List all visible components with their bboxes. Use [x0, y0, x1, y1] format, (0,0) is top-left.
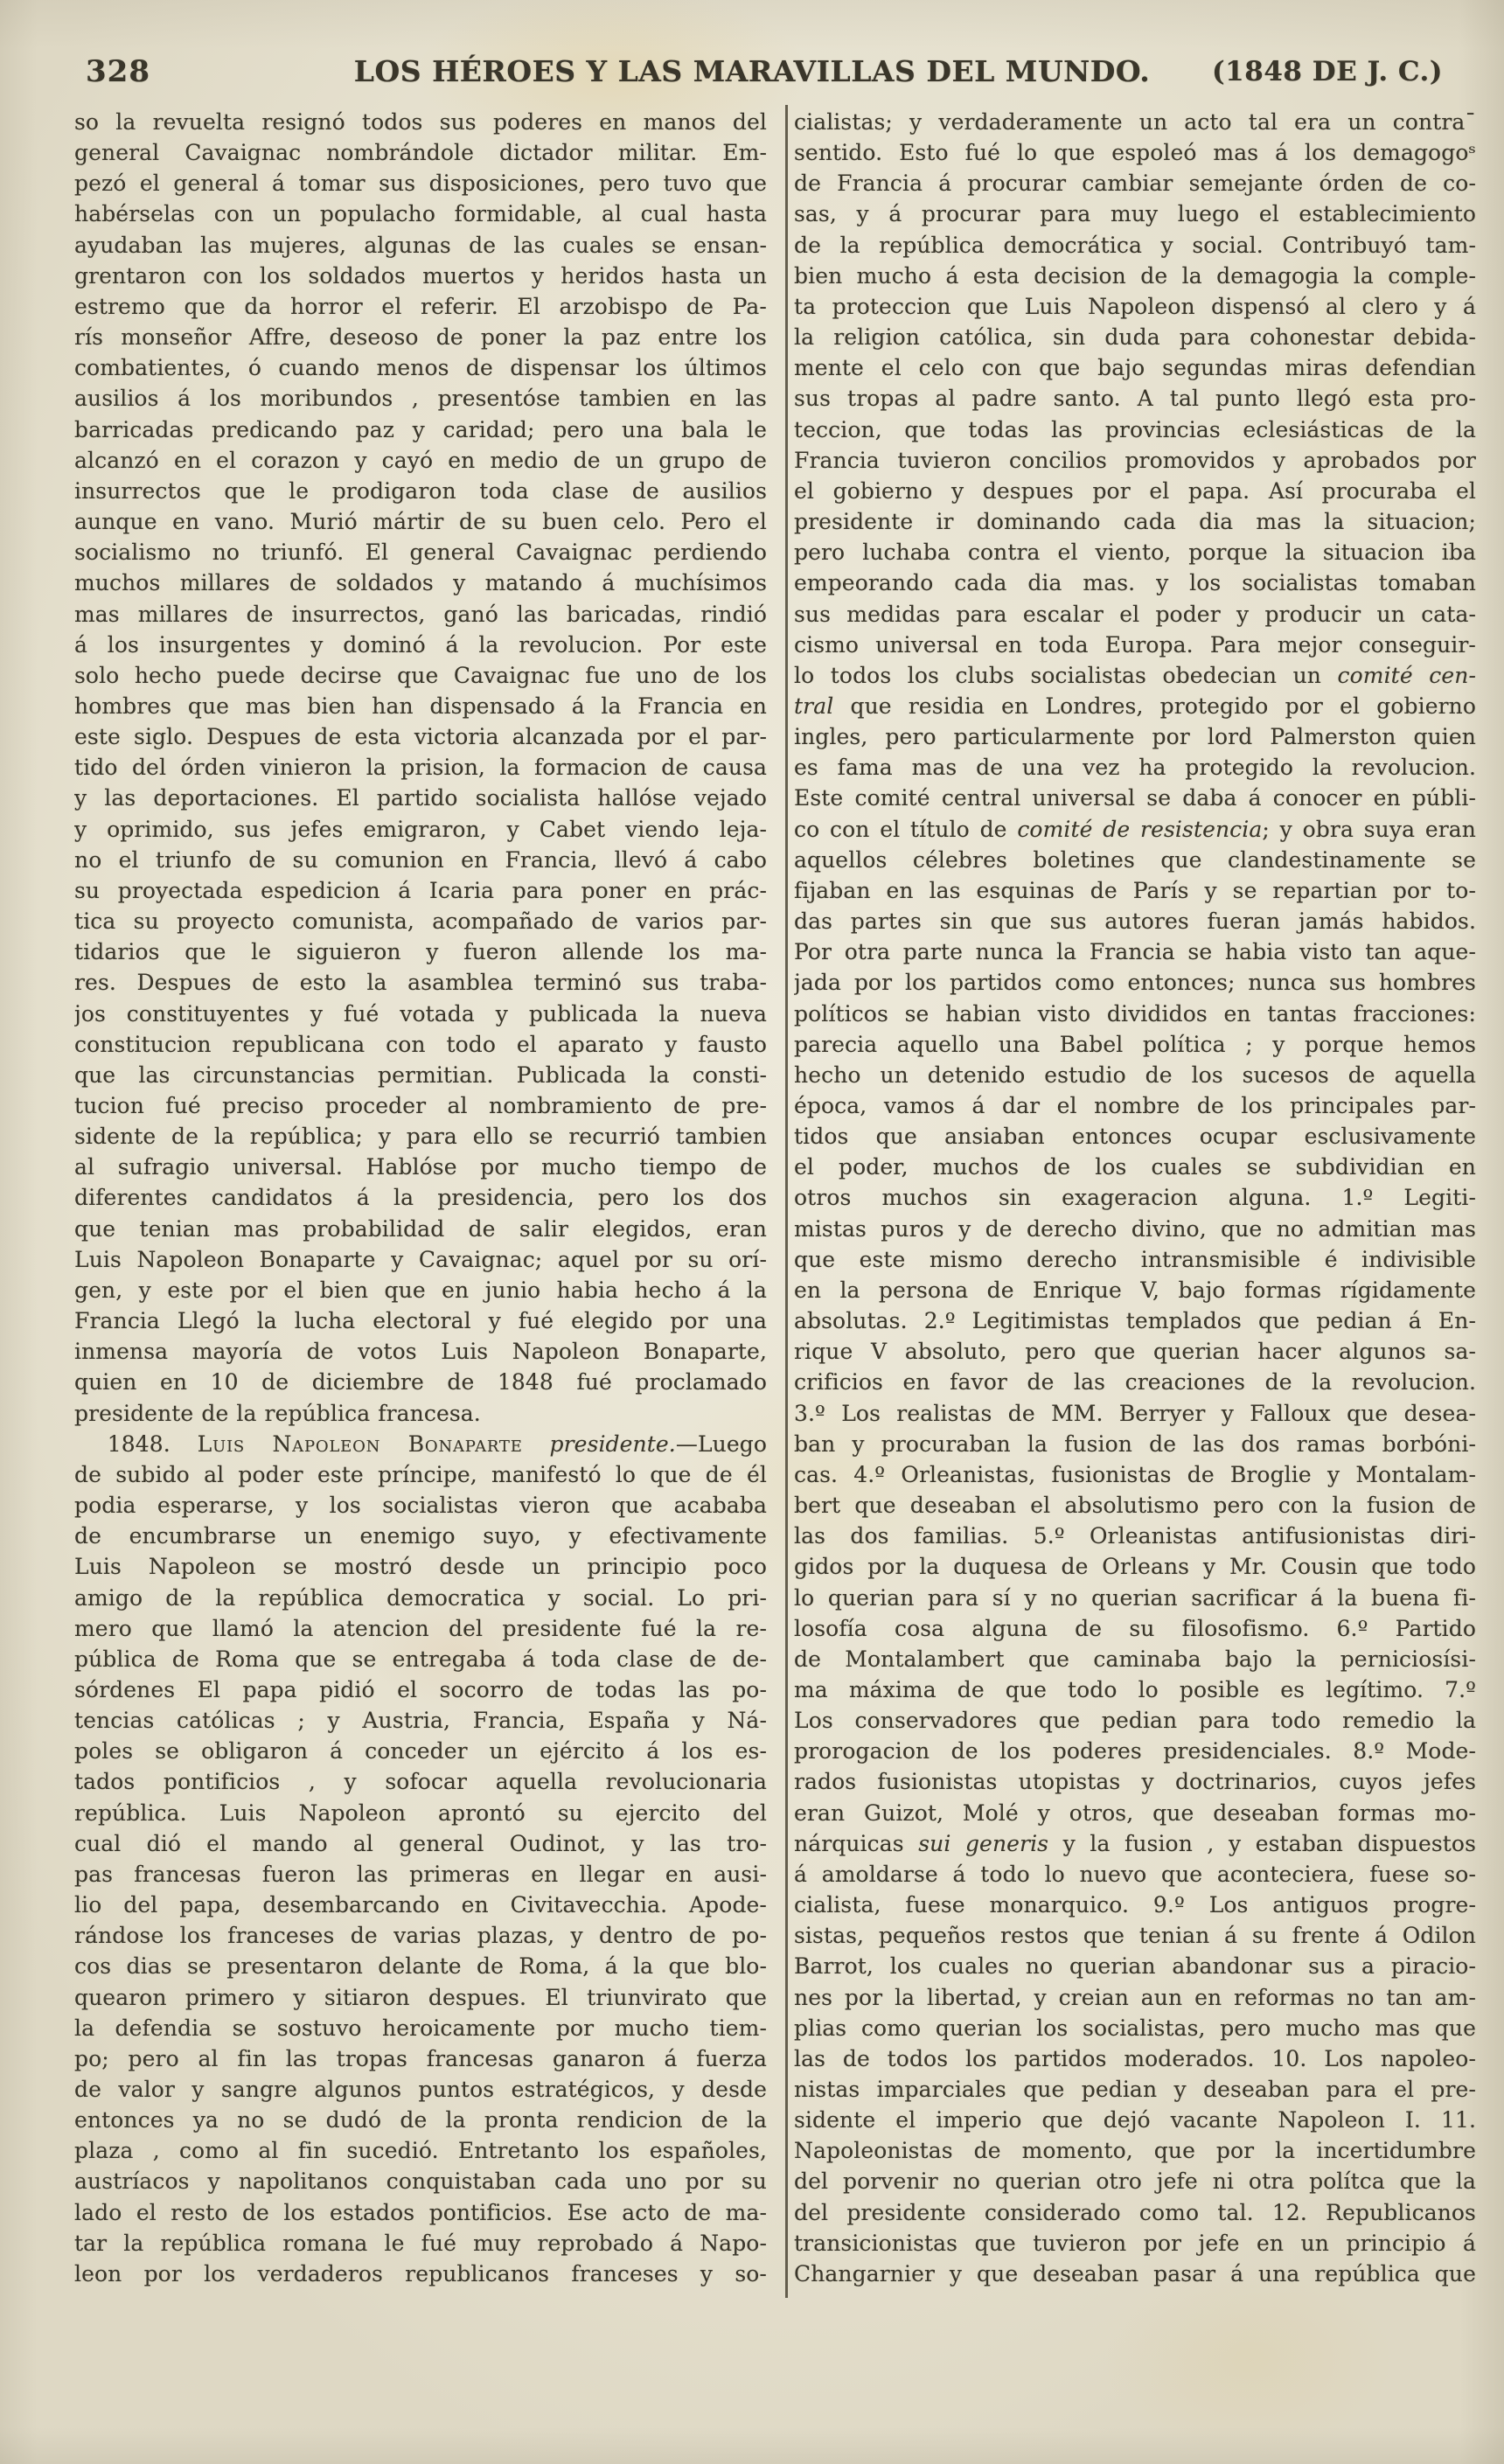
text-line: no el triunfo de su comunion en Francia, llevó á cabo — [74, 846, 767, 873]
text-line: entonces ya no se dudó de la pronta rendicion de la — [74, 2107, 767, 2133]
text-line: so la revuelta resignó todos sus poderes en manos del — [74, 109, 767, 135]
text-line: res. Despues de esto la asamblea terminó sus traba- — [74, 970, 767, 996]
text-line: poles se obligaron á conceder un ejército á los es- — [74, 1738, 767, 1764]
text-line: amigo de la república democratica y social. Lo pri- — [74, 1584, 767, 1611]
text-line: que las circunstancias permitian. Publicada la consti- — [74, 1061, 767, 1088]
text-line: teccion, que todas las provincias eclesiásticas de la — [794, 416, 1476, 442]
text-line: combatientes, ó cuando menos de dispensar los últimos — [74, 355, 767, 381]
text-line: y oprimido, sus jefes emigraron, y Cabet viendo leja- — [74, 816, 767, 842]
text-line: á los insurgentes y dominó á la revolucion. Por este — [74, 631, 767, 658]
text-line: tidarios que le siguieron y fueron allende los ma- — [74, 939, 767, 965]
text-line: sistas, pequeños restos que tenian á su frente á Odilon — [794, 1923, 1476, 1949]
text-line: ayudaban las mujeres, algunas de las cuales se ensan- — [74, 232, 767, 258]
text-line: las de todos los partidos moderados. 10. Los napoleo- — [794, 2045, 1476, 2071]
text-line: nistas imparciales que pedian y deseaban para el pre- — [794, 2077, 1476, 2102]
text-line: sidente de la república; y para ello se recurrió tambien — [74, 1124, 767, 1150]
text-line: cas. 4.º Orleanistas, fusionistas de Broglie y Montalam- — [794, 1461, 1476, 1487]
text-line: bien mucho á esta decision de la demagogia la comple- — [794, 262, 1476, 289]
text-line: tar la república romana le fué muy reprobado á Napo- — [74, 2230, 767, 2256]
column-divider — [785, 105, 788, 2298]
text-line: hecho un detenido estudio de los sucesos de aquella — [794, 1061, 1476, 1088]
text-line: empeorando cada dia mas. y los socialistas tomaban — [794, 570, 1476, 596]
text-line: 1848. Luis Napoleon Bonaparte presidente.—Luego — [74, 1430, 767, 1457]
text-line: po; pero al fin las tropas francesas ganaron á fuerza — [74, 2045, 767, 2071]
text-line: lo todos los clubs socialistas obedecian un comité cen- — [794, 662, 1476, 688]
text-line: cialista, fuese monarquico. 9.º Los antiguos progre- — [794, 1892, 1476, 1918]
text-line: mero que llamó la atencion del presidente fué la re- — [74, 1615, 767, 1641]
text-line: constitucion republicana con todo el aparato y fausto — [74, 1031, 767, 1057]
text-line: absolutas. 2.º Legitimistas templados que pedian á En- — [794, 1308, 1476, 1334]
text-line: y las deportaciones. El partido socialista hallóse vejado — [74, 785, 767, 811]
left-column — [74, 107, 767, 2289]
text-line: eran Guizot, Molé y otros, que deseaban formas mo- — [794, 1799, 1476, 1826]
text-line: jada por los partidos como entonces; nunca sus hombres — [794, 970, 1476, 996]
text-line: lo querian para sí y no querian sacrificar á la buena fi- — [794, 1584, 1476, 1611]
text-line: muchos millares de soldados y matando á muchísimos — [74, 570, 767, 596]
text-line: habérselas con un populacho formidable, al cual hasta — [74, 201, 767, 227]
text-line: Barrot, los cuales no querian abandonar sus a piracio- — [794, 1953, 1476, 1980]
text-line: Los conservadores que pedian para todo remedio la — [794, 1708, 1476, 1734]
text-line: el poder, muchos de los cuales se subdividian en — [794, 1154, 1476, 1180]
text-line: la religion católica, sin duda para cohonestar debida- — [794, 324, 1476, 351]
text-line: rándose los franceses de varias plazas, y dentro de po- — [74, 1923, 767, 1949]
text-line: su proyectada espedicion á Icaria para poner en prác- — [74, 877, 767, 903]
text-line: mistas puros y de derecho divino, que no admitian mas — [794, 1215, 1476, 1242]
text-line: de la república democrática y social. Contribuyó tam- — [794, 232, 1476, 258]
text-line: sidente el imperio que dejó vacante Napoleon I. 11. — [794, 2107, 1476, 2133]
text-line: tica su proyecto comunista, acompañado de varios par- — [74, 908, 767, 935]
text-line: pas francesas fueron las primeras en llegar en ausi- — [74, 1861, 767, 1887]
text-line: barricadas predicando paz y caridad; pero una bala le — [74, 416, 767, 442]
text-line: cual dió el mando al general Oudinot, y las tro- — [74, 1830, 767, 1856]
text-line: tencias católicas ; y Austria, Francia, España y Ná- — [74, 1708, 767, 1734]
text-line: quearon primero y sitiaron despues. El triunvirato que — [74, 1984, 767, 2010]
text-line: mente el celo con que bajo segundas miras defendian — [794, 355, 1476, 381]
text-line: insurrectos que le prodigaron toda clase de ausilios — [74, 477, 767, 504]
text-line: diferentes candidatos á la presidencia, pero los dos — [74, 1185, 767, 1211]
text-line: las dos familias. 5.º Orleanistas antifusionistas diri- — [794, 1523, 1476, 1549]
text-line: Luis Napoleon se mostró desde un principio poco — [74, 1554, 767, 1580]
text-line: Francia Llegó la lucha electoral y fué elegido por una — [74, 1308, 767, 1334]
text-line: cismo universal en toda Europa. Para mejor conseguir- — [794, 631, 1476, 658]
text-line: época, vamos á dar el nombre de los principales par- — [794, 1093, 1476, 1118]
text-line: al sufragio universal. Hablóse por mucho tiempo de — [74, 1154, 767, 1180]
text-line: á amoldarse á todo lo nuevo que aconteciera, fuese so- — [794, 1861, 1476, 1887]
text-line: rís monseñor Affre, deseoso de poner la paz entre los — [74, 324, 767, 351]
text-line: Napoleonistas de momento, que por la incertidumbre — [794, 2138, 1476, 2164]
text-line: tucion fué preciso proceder al nombramiento de pre- — [74, 1093, 767, 1118]
text-line: de subido al poder este príncipe, manifestó lo que de él — [74, 1461, 767, 1487]
text-line: alcanzó en el corazon y cayó en medio de un grupo de — [74, 447, 767, 473]
text-line: ta proteccion que Luis Napoleon dispensó al clero y á — [794, 293, 1476, 319]
text-line: presidente de la república francesa. — [74, 1400, 481, 1426]
text-line: es fama mas de una vez ha protegido la revolucion. — [794, 755, 1476, 781]
page-header — [0, 54, 1504, 100]
text-line: Changarnier y que deseaban pasar á una república que — [794, 2260, 1476, 2287]
text-line: políticos se habian visto divididos en tantas fracciones: — [794, 1000, 1476, 1027]
text-line: transicionistas que tuvieron por jefe en un principio á — [794, 2230, 1476, 2256]
text-line: de encumbrarse un enemigo suyo, y efectivamente — [74, 1523, 767, 1549]
text-line: cialistas; y verdaderamente un acto tal era un contra¯ — [794, 109, 1476, 135]
text-line: tral que residia en Londres, protegido por el gobierno — [794, 693, 1476, 719]
text-line: pezó el general á tomar sus disposiciones, pero tuvo que — [74, 171, 767, 197]
text-line: estremo que da horror el referir. El arzobispo de Pa- — [74, 293, 767, 319]
text-line: gen, y este por el bien que en junio habia hecho á la — [74, 1277, 767, 1303]
text-line: 3.º Los realistas de MM. Berryer y Falloux que desea- — [794, 1400, 1476, 1426]
text-line: del porvenir no querian otro jefe ni otra polítca que la — [794, 2168, 1476, 2195]
text-line: de Montalambert que caminaba bajo la perniciosísi- — [794, 1646, 1476, 1672]
text-line: presidente ir dominando cada dia mas la situacion; — [794, 509, 1476, 535]
text-line: ban y procuraban la fusion de las dos ramas borbóni- — [794, 1430, 1476, 1457]
page-number: 328 — [86, 54, 150, 89]
text-line: de valor y sangre algunos puntos estratégicos, y desde — [74, 2077, 767, 2102]
text-line: Este comité central universal se daba á conocer en públi- — [794, 785, 1476, 811]
text-line: la defendia se sostuvo heroicamente por mucho tiem- — [74, 2015, 767, 2041]
text-line: sentido. Esto fué lo que espoleó mas á los demagogoˢ — [794, 140, 1476, 166]
text-line: que este mismo derecho intransmisible é indivisible — [794, 1246, 1476, 1272]
text-line: rados fusionistas utopistas y doctrinarios, cuyos jefes — [794, 1769, 1476, 1795]
text-line: de Francia á procurar cambiar semejante órden de co- — [794, 171, 1476, 197]
text-line: sas, y á procurar para muy luego el establecimiento — [794, 201, 1476, 227]
text-line: leon por los verdaderos republicanos franceses y so- — [74, 2260, 767, 2287]
right-column — [794, 107, 1476, 2289]
text-line: solo hecho puede decirse que Cavaignac fue uno de los — [74, 662, 767, 688]
text-line: fijaban en las esquinas de París y se repartian por to- — [794, 877, 1476, 903]
text-line: hombres que mas bien han dispensado á la Francia en — [74, 693, 767, 719]
text-line: república. Luis Napoleon aprontó su ejercito del — [74, 1799, 767, 1826]
text-line: en la persona de Enrique V, bajo formas rígidamente — [794, 1277, 1476, 1303]
text-line: otros muchos sin exageracion alguna. 1.º Legiti- — [794, 1185, 1476, 1211]
text-line: sus tropas al padre santo. A tal punto llegó esta pro- — [794, 386, 1476, 412]
text-line: inmensa mayoría de votos Luis Napoleon Bonaparte, — [74, 1339, 767, 1365]
text-line: tido del órden vinieron la prision, la formacion de causa — [74, 755, 767, 781]
text-line: Por otra parte nunca la Francia se habia visto tan aque- — [794, 939, 1476, 965]
text-line: socialismo no triunfó. El general Cavaignac perdiendo — [74, 539, 767, 566]
text-line: del presidente considerado como tal. 12. Republicanos — [794, 2199, 1476, 2225]
text-line: aquellos célebres boletines que clandestinamente se — [794, 846, 1476, 873]
text-line: aunque en vano. Murió mártir de su buen celo. Pero el — [74, 509, 767, 535]
text-line: mas millares de insurrectos, ganó las baricadas, rindió — [74, 601, 767, 627]
text-line: plaza , como al fin sucedió. Entretanto los españoles, — [74, 2138, 767, 2164]
text-line: pero luchaba contra el viento, porque la situacion iba — [794, 539, 1476, 566]
text-line: ausilios á los moribundos , presentóse tambien en las — [74, 386, 767, 412]
text-line: ingles, pero particularmente por lord Palmerston quien — [794, 724, 1476, 750]
running-title: LOS HÉROES Y LAS MARAVILLAS DEL MUNDO. — [353, 54, 1151, 88]
text-line: rique V absoluto, pero que querian hacer algunos sa- — [794, 1339, 1476, 1365]
text-line: lio del papa, desembarcando en Civitavecchia. Apode- — [74, 1892, 767, 1918]
text-line: austríacos y napolitanos conquistaban cada uno por su — [74, 2168, 767, 2195]
text-line: nes por la libertad, y creian aun en reformas no tan am- — [794, 1984, 1476, 2010]
text-line: co con el título de comité de resistencia; y obra suya eran — [794, 816, 1476, 842]
text-line: jos constituyentes y fué votada y publicada la nueva — [74, 1000, 767, 1027]
text-line: general Cavaignac nombrándole dictador militar. Em- — [74, 140, 767, 166]
text-line: bert que deseaban el absolutismo pero con la fusion de — [794, 1493, 1476, 1519]
text-line: ma máxima de que todo lo posible es legítimo. 7.º — [794, 1676, 1476, 1702]
text-line: lado el resto de los estados pontificios. Ese acto de ma- — [74, 2199, 767, 2225]
text-line: parecia aquello una Babel política ; y porque hemos — [794, 1031, 1476, 1057]
text-line: cos dias se presentaron delante de Roma, á la que blo- — [74, 1953, 767, 1980]
text-line: podia esperarse, y los socialistas vieron que acababa — [74, 1493, 767, 1519]
text-line: este siglo. Despues de esta victoria alcanzada por el par- — [74, 724, 767, 750]
text-line: nárquicas sui generis y la fusion , y estaban dispuestos — [794, 1830, 1476, 1856]
text-line: gidos por la duquesa de Orleans y Mr. Cousin que todo — [794, 1554, 1476, 1580]
text-line: sus medidas para escalar el poder y producir un cata- — [794, 601, 1476, 627]
text-line: tidos que ansiaban entonces ocupar esclusivamente — [794, 1124, 1476, 1150]
text-line: tados pontificios , y sofocar aquella revolucionaria — [74, 1769, 767, 1795]
header-date: (1848 DE J. C.) — [1212, 56, 1443, 87]
text-line: crificios en favor de las creaciones de la revolucion. — [794, 1369, 1476, 1396]
text-line: losofía cosa alguna de su filosofismo. 6.º Partido — [794, 1615, 1476, 1641]
text-line: quien en 10 de diciembre de 1848 fué proclamado — [74, 1369, 767, 1396]
text-line: que tenian mas probabilidad de salir elegidos, eran — [74, 1215, 767, 1242]
text-line: Francia tuvieron concilios promovidos y aprobados por — [794, 447, 1476, 473]
text-line: grentaron con los soldados muertos y heridos hasta un — [74, 262, 767, 289]
text-line: el gobierno y despues por el papa. Así procuraba el — [794, 477, 1476, 504]
text-line: pública de Roma que se entregaba á toda clase de de- — [74, 1646, 767, 1672]
text-line: Luis Napoleon Bonaparte y Cavaignac; aquel por su orí- — [74, 1246, 767, 1272]
text-line: prorogacion de los poderes presidenciales. 8.º Mode- — [794, 1738, 1476, 1764]
text-line: sórdenes El papa pidió el socorro de todas las po- — [74, 1676, 767, 1702]
text-line: das partes sin que sus autores fueran jamás habidos. — [794, 908, 1476, 935]
text-line: plias como querian los socialistas, pero mucho mas que — [794, 2015, 1476, 2041]
